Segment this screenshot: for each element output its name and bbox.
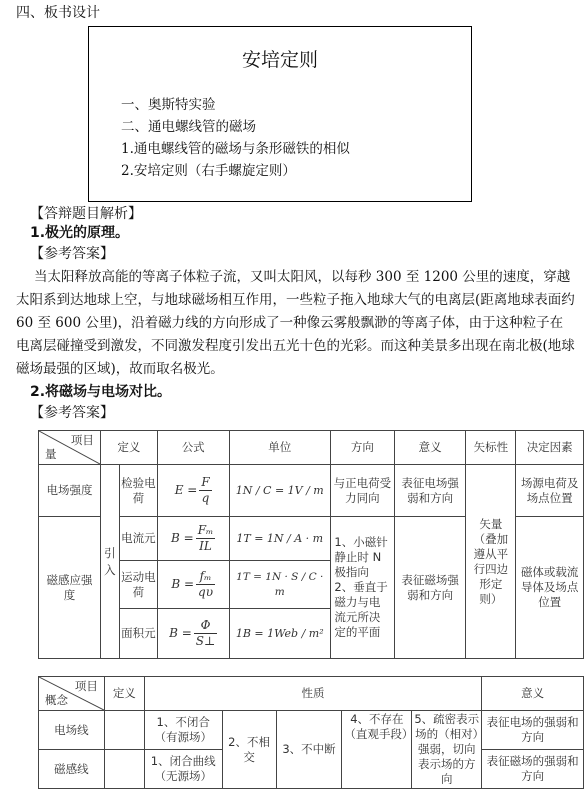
field-line-comparison-table <box>38 676 584 789</box>
yinru-cell: 引入 <box>100 465 119 659</box>
formula-e: E = $\frac{F}{q}$ <box>157 465 229 517</box>
meaning-b-line: 表征磁场的强弱和方向 <box>482 750 584 789</box>
unit-e: 1N / C = 1V / m <box>229 465 330 517</box>
question-1-answer-label: 【参考答案】 <box>30 246 114 262</box>
board-line: 二、通电螺线管的磁场 <box>121 119 256 135</box>
prop2-shared: 2、不相交 <box>222 711 276 789</box>
direction-b: 1、小磁针静止时 N 极指向 2、垂直于磁力与电流元所决定的平面 <box>330 517 394 659</box>
meaning-e: 表征电场强弱和方向 <box>394 465 466 517</box>
question-2-title: 2.将磁场与电场对比。 <box>30 384 172 400</box>
meaning-b: 表征磁场强弱和方向 <box>394 517 466 659</box>
def-b-area: 面积元 <box>119 609 157 659</box>
prop1-b-line: 1、闭合曲线（无源场） <box>144 750 222 789</box>
corner-label-top: 项目 <box>70 433 94 447</box>
def-b-line <box>104 750 144 789</box>
unit-b-charge: 1T = 1N · S / C · m <box>229 561 330 609</box>
section-title: 四、板书设计 <box>16 5 100 21</box>
def-e: 检验电荷 <box>119 465 157 517</box>
vector-cell: 矢量（叠加遵从平行四边形定则） <box>466 465 516 659</box>
corner-label-bottom: 量 <box>45 447 57 461</box>
header-meaning-2: 意义 <box>482 677 584 711</box>
formula-b-charge: B = $\frac{\text{fₘ}}{q\upsilon}$ <box>157 561 229 609</box>
unit-b-area: 1B = 1Web / m² <box>229 609 330 659</box>
factor-e: 场源电荷及场点位置 <box>516 465 584 517</box>
def-b-current: 电流元 <box>119 517 157 561</box>
prop3-shared: 3、不中断 <box>276 711 342 789</box>
prop1-e-line: 1、不闭合（有源场） <box>144 711 222 750</box>
board-line: 1.通电螺线管的磁场与条形磁铁的相似 <box>121 141 350 157</box>
board-title: 安培定则 <box>241 49 318 71</box>
row-name-e-line: 电场线 <box>39 711 105 750</box>
def-e-line <box>104 711 144 750</box>
corner-label-top-2: 项目 <box>74 679 98 693</box>
board-line: 2.安培定则（右手螺旋定则） <box>121 163 296 179</box>
field-comparison-table <box>38 430 584 659</box>
header-unit: 单位 <box>229 431 330 465</box>
question-1-title: 1.极光的原理。 <box>30 225 130 241</box>
row-name-b: 磁感应强度 <box>39 517 101 659</box>
corner-header-cell-2 <box>39 677 105 711</box>
question-1-answer-text: 当太阳释放高能的等离子体粒子流，又叫太阳风，以每秒 300 至 1200 公里的速度，穿越太阳系到达地球上空，与地球磁场相互作用，一些粒子拖入地球大气的电离层(距离地球表面约 60 至 600 公里)，沿着磁力线的方向形成了一种像云雾般飘渺的等离子体，由于这种粒子在电离层碰撞受到激发，不同激发程度引发出五光十色的光彩。而这种美景多出现在南北极(地球磁场最强的区域)，故而取名极光。 <box>16 269 575 377</box>
header-vector: 矢标性 <box>466 431 516 465</box>
row-name-b-line: 磁感线 <box>39 750 105 789</box>
header-formula: 公式 <box>157 431 229 465</box>
formula-b-current: B = $\frac{\text{Fₘ}}{IL}$ <box>157 517 229 561</box>
prop5-shared: 5、疏密表示场的（相对）强弱，切向表示场的方向 <box>412 711 482 789</box>
def-b-charge: 运动电荷 <box>119 561 157 609</box>
answer-header: 【答辩题目解析】 <box>30 206 142 222</box>
board-line: 一、奥斯特实验 <box>121 97 216 113</box>
corner-label-bottom-2: 概念 <box>45 693 68 707</box>
factor-b: 磁体或载流导体及场点位置 <box>516 517 584 659</box>
unit-b-current: 1T = 1N / A · m <box>229 517 330 561</box>
header-direction: 方向 <box>330 431 394 465</box>
direction-e: 与正电荷受力同向 <box>330 465 394 517</box>
prop4-shared: 4、不存在（直观手段） <box>342 711 412 789</box>
header-factor: 决定因素 <box>516 431 584 465</box>
corner-header-cell <box>39 431 101 465</box>
row-name-e: 电场强度 <box>39 465 101 517</box>
question-2-answer-label: 【参考答案】 <box>30 405 114 421</box>
header-meaning: 意义 <box>394 431 466 465</box>
formula-b-area: B = $\frac{\Phi}{S\perp}$ <box>157 609 229 659</box>
meaning-e-line: 表征电场的强弱和方向 <box>482 711 584 750</box>
blackboard-design-box <box>88 26 472 202</box>
header-definition: 定义 <box>100 431 157 465</box>
header-definition-2: 定义 <box>104 677 144 711</box>
header-properties: 性质 <box>144 677 481 711</box>
